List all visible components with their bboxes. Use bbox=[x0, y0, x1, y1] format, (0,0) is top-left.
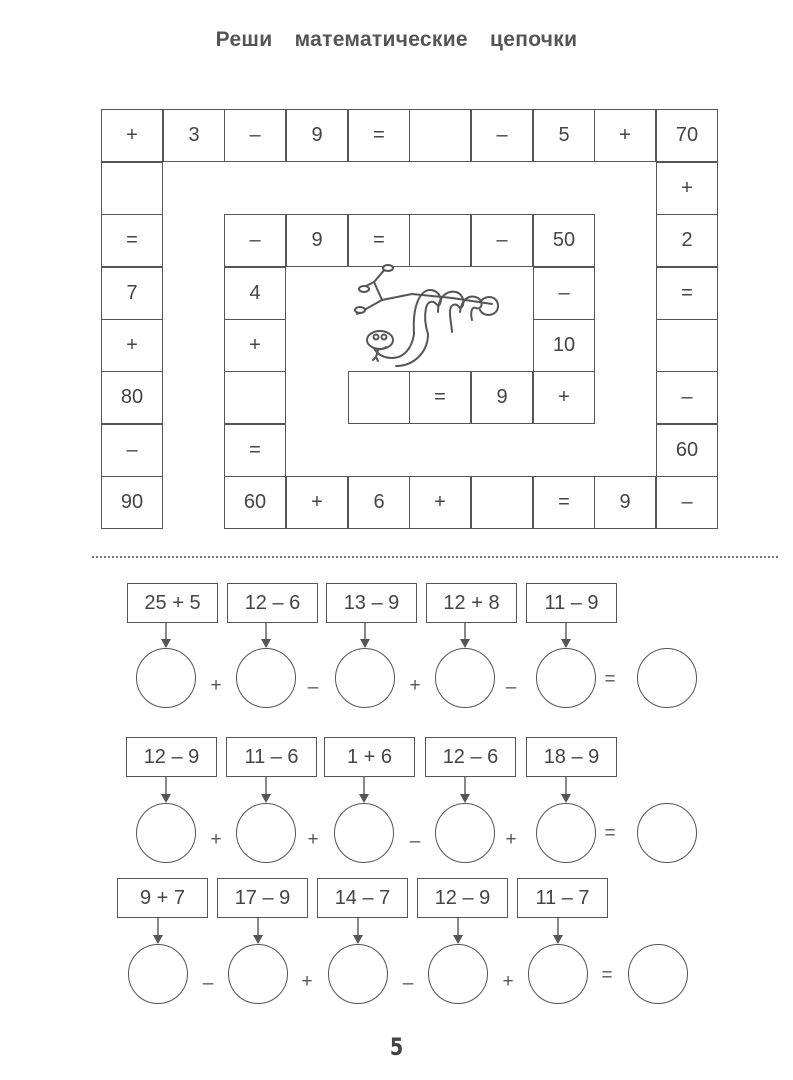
equals-sign: = bbox=[601, 965, 613, 986]
chain-cell: = bbox=[224, 424, 286, 477]
chain-cell: 90 bbox=[101, 476, 163, 529]
answer-circle[interactable] bbox=[334, 803, 394, 863]
chain-cell: 7 bbox=[101, 267, 163, 320]
chain-cell: – bbox=[533, 267, 595, 320]
chain-cell: = bbox=[348, 109, 410, 162]
expression-box: 14 – 7 bbox=[317, 878, 408, 918]
chain-cell: 5 bbox=[533, 109, 595, 162]
chain-cell: 9 bbox=[471, 371, 533, 424]
arrow-down-icon bbox=[559, 777, 573, 803]
answer-circle[interactable] bbox=[236, 648, 296, 708]
operator-sign: + bbox=[502, 971, 514, 992]
chain-cell: 80 bbox=[101, 371, 163, 424]
chain-cell: 2 bbox=[656, 214, 718, 267]
chain-cell: 10 bbox=[533, 319, 595, 372]
arrow-down-icon bbox=[159, 777, 173, 803]
operator-sign: – bbox=[505, 677, 517, 698]
answer-circle[interactable] bbox=[428, 944, 488, 1004]
expression-box: 12 + 8 bbox=[426, 583, 517, 623]
operator-sign: + bbox=[409, 675, 421, 696]
answer-circle[interactable] bbox=[236, 803, 296, 863]
chain-cell: + bbox=[533, 371, 595, 424]
chain-cell: 6 bbox=[348, 476, 410, 529]
chain-cell: 9 bbox=[594, 476, 656, 529]
chain-cell: = bbox=[101, 214, 163, 267]
answer-circle[interactable] bbox=[536, 803, 596, 863]
chain-cell bbox=[101, 162, 163, 215]
operator-sign: – bbox=[202, 973, 214, 994]
arrow-down-icon bbox=[151, 918, 165, 944]
chain-cell: 4 bbox=[224, 267, 286, 320]
result-circle[interactable] bbox=[628, 944, 688, 1004]
expression-box: 25 + 5 bbox=[127, 583, 218, 623]
arrow-down-icon bbox=[259, 777, 273, 803]
expression-box: 12 – 9 bbox=[417, 878, 508, 918]
operator-sign: + bbox=[210, 829, 222, 850]
chain-cell: + bbox=[101, 319, 163, 372]
snake-on-branch-icon bbox=[352, 262, 502, 372]
result-circle[interactable] bbox=[637, 648, 697, 708]
chain-cell: – bbox=[656, 371, 718, 424]
expression-box: 11 – 7 bbox=[517, 878, 608, 918]
arrow-down-icon bbox=[451, 918, 465, 944]
chain-cell: + bbox=[656, 162, 718, 215]
equals-sign: = bbox=[604, 823, 616, 844]
expression-box: 12 – 6 bbox=[227, 583, 318, 623]
chain-cell: – bbox=[224, 109, 286, 162]
page-number: 5 bbox=[389, 1033, 404, 1061]
chain-cell: – bbox=[471, 214, 533, 267]
arrow-down-icon bbox=[458, 777, 472, 803]
answer-circle[interactable] bbox=[228, 944, 288, 1004]
chain-cell bbox=[224, 371, 286, 424]
arrow-down-icon bbox=[259, 623, 273, 648]
chain-cell: + bbox=[594, 109, 656, 162]
answer-circle[interactable] bbox=[128, 944, 188, 1004]
chain-cell: 50 bbox=[533, 214, 595, 267]
chain-cell: 9 bbox=[286, 214, 348, 267]
equals-sign: = bbox=[604, 669, 616, 690]
answer-circle[interactable] bbox=[136, 803, 196, 863]
chain-cell bbox=[471, 476, 533, 529]
chain-cell: = bbox=[409, 371, 471, 424]
arrow-down-icon bbox=[559, 623, 573, 648]
dotted-divider bbox=[92, 556, 778, 558]
chain-cell: = bbox=[656, 267, 718, 320]
operator-sign: + bbox=[301, 971, 313, 992]
operator-sign: + bbox=[210, 675, 222, 696]
answer-circle[interactable] bbox=[328, 944, 388, 1004]
chain-cell: – bbox=[224, 214, 286, 267]
page-title: Реши математические цепочки bbox=[215, 28, 578, 51]
chain-cell: = bbox=[348, 214, 410, 267]
chain-cell: = bbox=[533, 476, 595, 529]
chain-cell bbox=[656, 319, 718, 372]
arrow-down-icon bbox=[358, 623, 372, 648]
chain-cell: – bbox=[101, 424, 163, 477]
answer-circle[interactable] bbox=[335, 648, 395, 708]
answer-circle[interactable] bbox=[536, 648, 596, 708]
chain-cell: 9 bbox=[286, 109, 348, 162]
expression-box: 11 – 9 bbox=[526, 583, 617, 623]
chain-cell bbox=[409, 109, 471, 162]
expression-box: 12 – 6 bbox=[425, 737, 516, 777]
expression-box: 9 + 7 bbox=[117, 878, 208, 918]
operator-sign: – bbox=[402, 973, 414, 994]
chain-cell: – bbox=[656, 476, 718, 529]
operator-sign: – bbox=[409, 831, 421, 852]
arrow-down-icon bbox=[159, 623, 173, 648]
chain-cell: + bbox=[101, 109, 163, 162]
operator-sign: + bbox=[307, 829, 319, 850]
answer-circle[interactable] bbox=[528, 944, 588, 1004]
chain-cell: 3 bbox=[163, 109, 225, 162]
expression-box: 11 – 6 bbox=[226, 737, 317, 777]
expression-box: 13 – 9 bbox=[326, 583, 417, 623]
expression-box: 18 – 9 bbox=[526, 737, 617, 777]
expression-box: 1 + 6 bbox=[324, 737, 415, 777]
answer-circle[interactable] bbox=[435, 803, 495, 863]
answer-circle[interactable] bbox=[136, 648, 196, 708]
result-circle[interactable] bbox=[637, 803, 697, 863]
operator-sign: – bbox=[307, 677, 319, 698]
operator-sign: + bbox=[505, 829, 517, 850]
expression-box: 12 – 9 bbox=[126, 737, 217, 777]
chain-cell: 70 bbox=[656, 109, 718, 162]
chain-cell bbox=[348, 371, 410, 424]
arrow-down-icon bbox=[551, 918, 565, 944]
answer-circle[interactable] bbox=[435, 648, 495, 708]
chain-cell: 60 bbox=[656, 424, 718, 477]
arrow-down-icon bbox=[458, 623, 472, 648]
chain-cell: 60 bbox=[224, 476, 286, 529]
expression-box: 17 – 9 bbox=[217, 878, 308, 918]
chain-cell: + bbox=[224, 319, 286, 372]
chain-cell: + bbox=[286, 476, 348, 529]
arrow-down-icon bbox=[251, 918, 265, 944]
chain-cell: – bbox=[471, 109, 533, 162]
chain-cell: + bbox=[409, 476, 471, 529]
arrow-down-icon bbox=[351, 918, 365, 944]
chain-cell bbox=[409, 214, 471, 267]
arrow-down-icon bbox=[357, 777, 371, 803]
